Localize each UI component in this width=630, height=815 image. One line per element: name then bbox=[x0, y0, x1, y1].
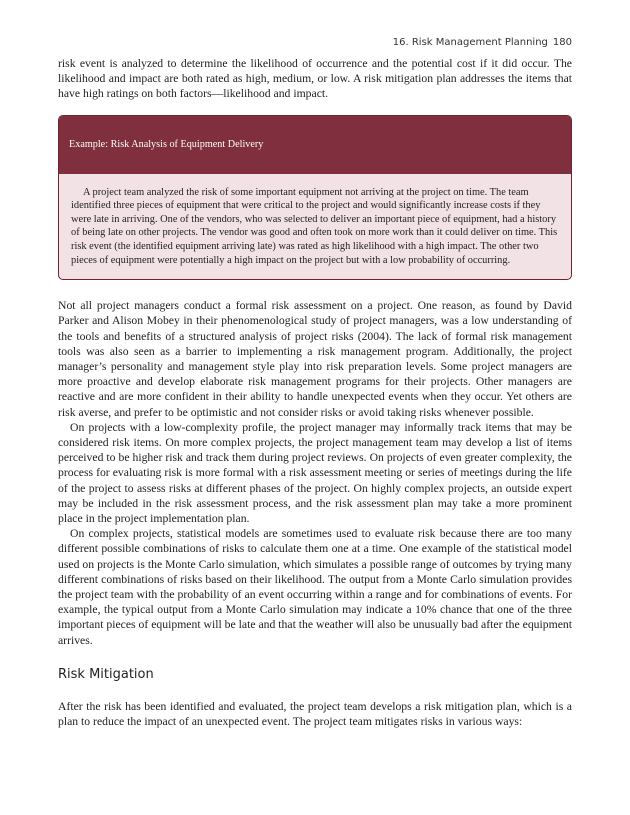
intro-paragraph: risk event is analyzed to determine the likelihood of occurrence and the potential cost if it did occur. The likelihood and impact are both rated as high, medium, or low. A risk mitigation plan addresses the items that have high ratings on both factors—likelihood and impact. bbox=[58, 57, 572, 101]
section-heading: Risk Mitigation bbox=[58, 666, 154, 682]
example-title: Example: Risk Analysis of Equipment Delivery bbox=[59, 116, 571, 174]
example-box bbox=[58, 115, 572, 281]
running-header bbox=[393, 37, 572, 48]
example-body-text: A project team analyzed the risk of some important equipment not arriving at the project on time. The team identified three pieces of equipment that were critical to the project and would significantly increase costs if they were late in arriving. One of the vendors, who was selected to deliver an important piece of equipment, had a history of being late on other projects. The vendor was good and often took on more work than it could deliver on time. This risk event (the identified equipment arriving late) was rated as high likelihood with a high impact. The other two pieces of equipment were potentially a high impact on the project but with a low probability of occurring. bbox=[71, 186, 558, 266]
example-body bbox=[59, 174, 571, 280]
body-paragraph: On projects with a low-complexity profile, the project manager may informally track items that may be considered risk items. On more complex projects, the project management team may develop a list of items perceived to be higher risk and track them during project reviews. On projects of even greater complexity, the process for evaluating risk is more formal with a risk assessment meeting or series of meetings during the life of the project to assess risks at different phases of the project. On highly complex projects, an outside expert may be included in the risk assessment process, and the risk assessment plan may take a more prominent place in the project implementation plan. bbox=[58, 420, 572, 526]
running-title: 16. Risk Management Planning bbox=[392, 37, 548, 48]
section-paragraph: After the risk has been identified and evaluated, the project team develops a risk mitigation plan, which is a plan to reduce the impact of an unexpected event. The project team mitigates risks in various ways: bbox=[58, 699, 572, 729]
body-paragraph: Not all project managers conduct a formal risk assessment on a project. One reason, as found by David Parker and Alison Mobey in their phenomenological study of project managers, was a low understanding of the tools and benefits of a structured analysis of project risks (2004). The lack of formal risk management tools was also seen as a barrier to implementing a risk management program. Additionally, the project manager’s personality and management style play into risk preparation levels. Some project managers are more proactive and develop elaborate risk management programs for their projects. Other managers are reactive and are more confident in their ability to handle unexpected events when they occur. Yet others are risk averse, and prefer to be optimistic and not consider risks or avoid taking risks whenever possible. bbox=[58, 299, 572, 419]
body-paragraph: On complex projects, statistical models are sometimes used to evaluate risk because there are too many different possible combinations of risks to calculate them one at a time. One example of the statistical model used on projects is the Monte Carlo simulation, which simulates a possible range of outcomes by trying many different combinations of risks based on their likelihood. The output from a Monte Carlo simulation provides the project team with the probability of an event occurring within a range and for combinations of events. For example, the typical output from a Monte Carlo simulation may indicate a 10% chance that one of the three important pieces of equipment will be late and that the weather will also be unusually bad after the equipment arrives. bbox=[58, 527, 572, 647]
page-number: 180 bbox=[552, 37, 572, 48]
page-body bbox=[58, 56, 572, 729]
